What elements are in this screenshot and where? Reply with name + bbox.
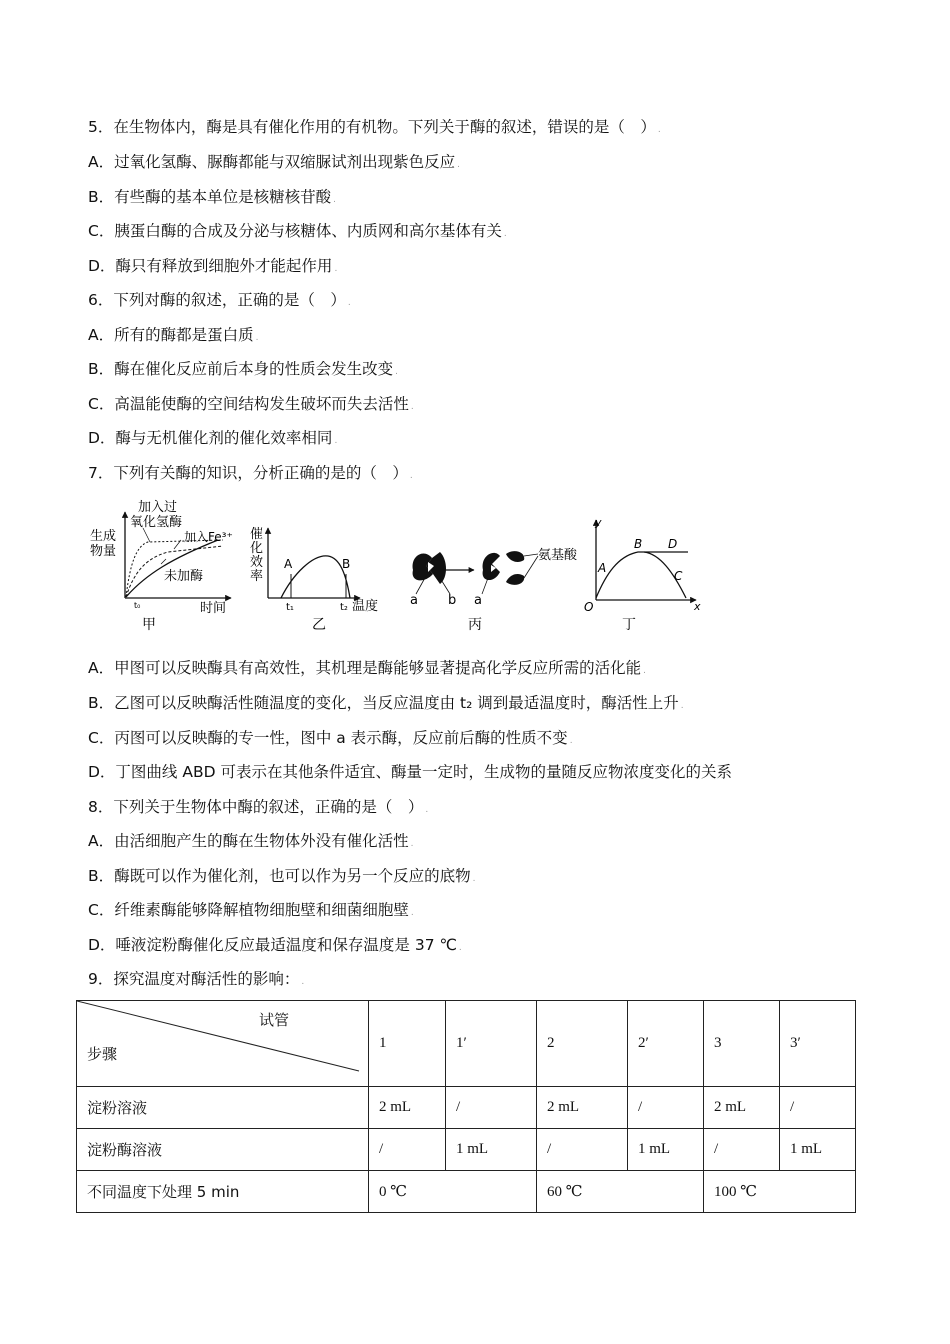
table-cell: 1 mL [780,1129,856,1171]
q8-option-b: B．酶既可以作为催化剂，也可以作为另一个反应的底物 . [88,867,476,885]
table-cell: / [446,1087,537,1129]
bing-enzyme-after [483,553,500,580]
table-cell: 2 mL [537,1087,628,1129]
ding-x-axis: x [694,600,701,613]
jia-xlabel: 时间 [200,601,227,616]
temperature-cell: 0 ℃ [369,1171,537,1213]
figure-yi [250,526,378,633]
temperature-cell: 60 ℃ [537,1171,704,1213]
ding-point-c: C [674,569,683,583]
jia-origin: t₀ [134,601,141,610]
q7-stem: 7．下列有关酶的知识，分析正确的是的（ ） . [88,464,413,482]
q6-option-c: C．高温能使酶的空间结构发生破坏而失去活性 . [88,395,414,413]
jia-label-enzyme-1: 加入过 [138,500,178,515]
q8-option-d: D．唾液淀粉酶催化反应最适温度和保存温度是 37 ℃ . [88,936,462,954]
q6-option-d: D．酶与无机催化剂的催化效率相同 . [88,429,338,447]
jia-label-none: 未加酶 [164,569,204,584]
tube-header: 2 [537,1001,628,1087]
yi-ylabel-3: 效 [250,555,264,570]
q7-option-c: C．丙图可以反映酶的专一性，图中 a 表示酶，反应前后酶的性质不变 . [88,729,573,747]
q9-stem: 9．探究温度对酶活性的影响： . [88,970,305,988]
figure-jia [90,499,233,633]
tube-header: 1 [369,1001,446,1087]
temperature-cell: 100 ℃ [704,1171,856,1213]
q7-figures [88,494,708,634]
q5-option-a: A．过氧化氢酶、脲酶都能与双缩脲试剂出现紫色反应 . [88,153,460,171]
q8-option-a: A．由活细胞产生的酶在生物体外没有催化活性 . [88,832,414,850]
q6-stem: 6．下列对酶的叙述，正确的是（ ） . [88,291,351,309]
bing-label-a1: a [410,593,418,608]
q9-table [76,1000,856,1213]
bing-label-amino: 氨基酸 [538,548,578,563]
table-cell: / [537,1129,628,1171]
jia-ylabel-2: 物量 [90,544,117,559]
jia-ylabel-1: 生成 [90,529,117,544]
table-cell: / [369,1129,446,1171]
tube-header: 2′ [628,1001,704,1087]
table-cell: 1 mL [628,1129,704,1171]
table-corner-diagonal [77,1001,369,1087]
q6-option-a: A．所有的酶都是蛋白质 . [88,326,259,344]
ding-point-b: B [634,537,643,551]
yi-ylabel-2: 化 [250,541,264,556]
q7-option-d: D．丁图曲线 ABD 可表示在其他条件适宜、酶量一定时，生成物的量随反应物浓度变化的关系 [88,763,732,781]
jia-label-fe: 加入Fe³⁺ [184,530,233,544]
ding-caption: 丁 [622,617,636,633]
yi-caption: 乙 [312,617,326,633]
table-row [77,1087,856,1129]
q5-option-c: C．胰蛋白酶的合成及分泌与核糖体、内质网和高尔基体有关 . [88,222,507,240]
table-corner-top: 试管 [259,1011,290,1029]
figure-bing [410,548,578,633]
q7-option-a: A．甲图可以反映酶具有高效性，其机理是酶能够显著提高化学反应所需的活化能 . [88,659,646,677]
yi-xlabel: 温度 [352,599,379,614]
tube-header: 3′ [780,1001,856,1087]
figure-ding [584,516,701,633]
ding-point-d: D [668,537,678,551]
bing-caption: 丙 [468,617,482,633]
q6-option-b: B．酶在催化反应前后本身的性质会发生改变 . [88,360,399,378]
tube-header: 1′ [446,1001,537,1087]
q8-stem: 8．下列关于生物体中酶的叙述，正确的是（ ） . [88,798,429,816]
jia-caption: 甲 [142,617,156,633]
q7-option-b: B．乙图可以反映酶活性随温度的变化，当反应温度由 t₂ 调到最适温度时，酶活性上升 . [88,694,684,712]
table-cell: / [780,1087,856,1129]
yi-ylabel-1: 催 [250,527,264,542]
yi-point-a: A [284,557,293,571]
step-cell: 不同温度下处理 5 min [77,1171,369,1213]
table-cell: 2 mL [704,1087,780,1129]
table-corner-bottom: 步骤 [87,1045,118,1063]
jia-label-enzyme-2: 氧化氢酶 [130,515,183,530]
yi-t2: t₂ [340,602,348,613]
bing-label-b: b [448,593,457,608]
table-header-row [77,1001,856,1087]
yi-t1: t₁ [286,602,294,613]
table-cell: / [704,1129,780,1171]
q5-stem: 5．在生物体内，酶是具有催化作用的有机物。下列关于酶的叙述，错误的是（ ） . [88,118,661,136]
bing-label-a2: a [474,593,482,608]
table-cell: / [628,1087,704,1129]
table-row [77,1129,856,1171]
step-cell: 淀粉酶溶液 [77,1129,369,1171]
yi-point-b: B [342,557,351,571]
table-corner-cell [77,1001,369,1087]
q5-option-b: B．有些酶的基本单位是核糖核苷酸 . [88,188,337,206]
ding-origin: O [584,600,594,614]
bing-amino-acids [506,551,524,585]
ding-y-axis: y [595,516,602,529]
ding-point-a: A [598,561,607,575]
tube-header: 3 [704,1001,780,1087]
q5-option-d: D．酶只有释放到细胞外才能起作用 . [88,257,338,275]
step-cell: 淀粉溶液 [77,1087,369,1129]
table-cell: 1 mL [446,1129,537,1171]
q8-option-c: C．纤维素酶能够降解植物细胞壁和细菌细胞壁 . [88,901,414,919]
table-row-temperature [77,1171,856,1213]
table-cell: 2 mL [369,1087,446,1129]
yi-ylabel-4: 率 [250,569,264,584]
